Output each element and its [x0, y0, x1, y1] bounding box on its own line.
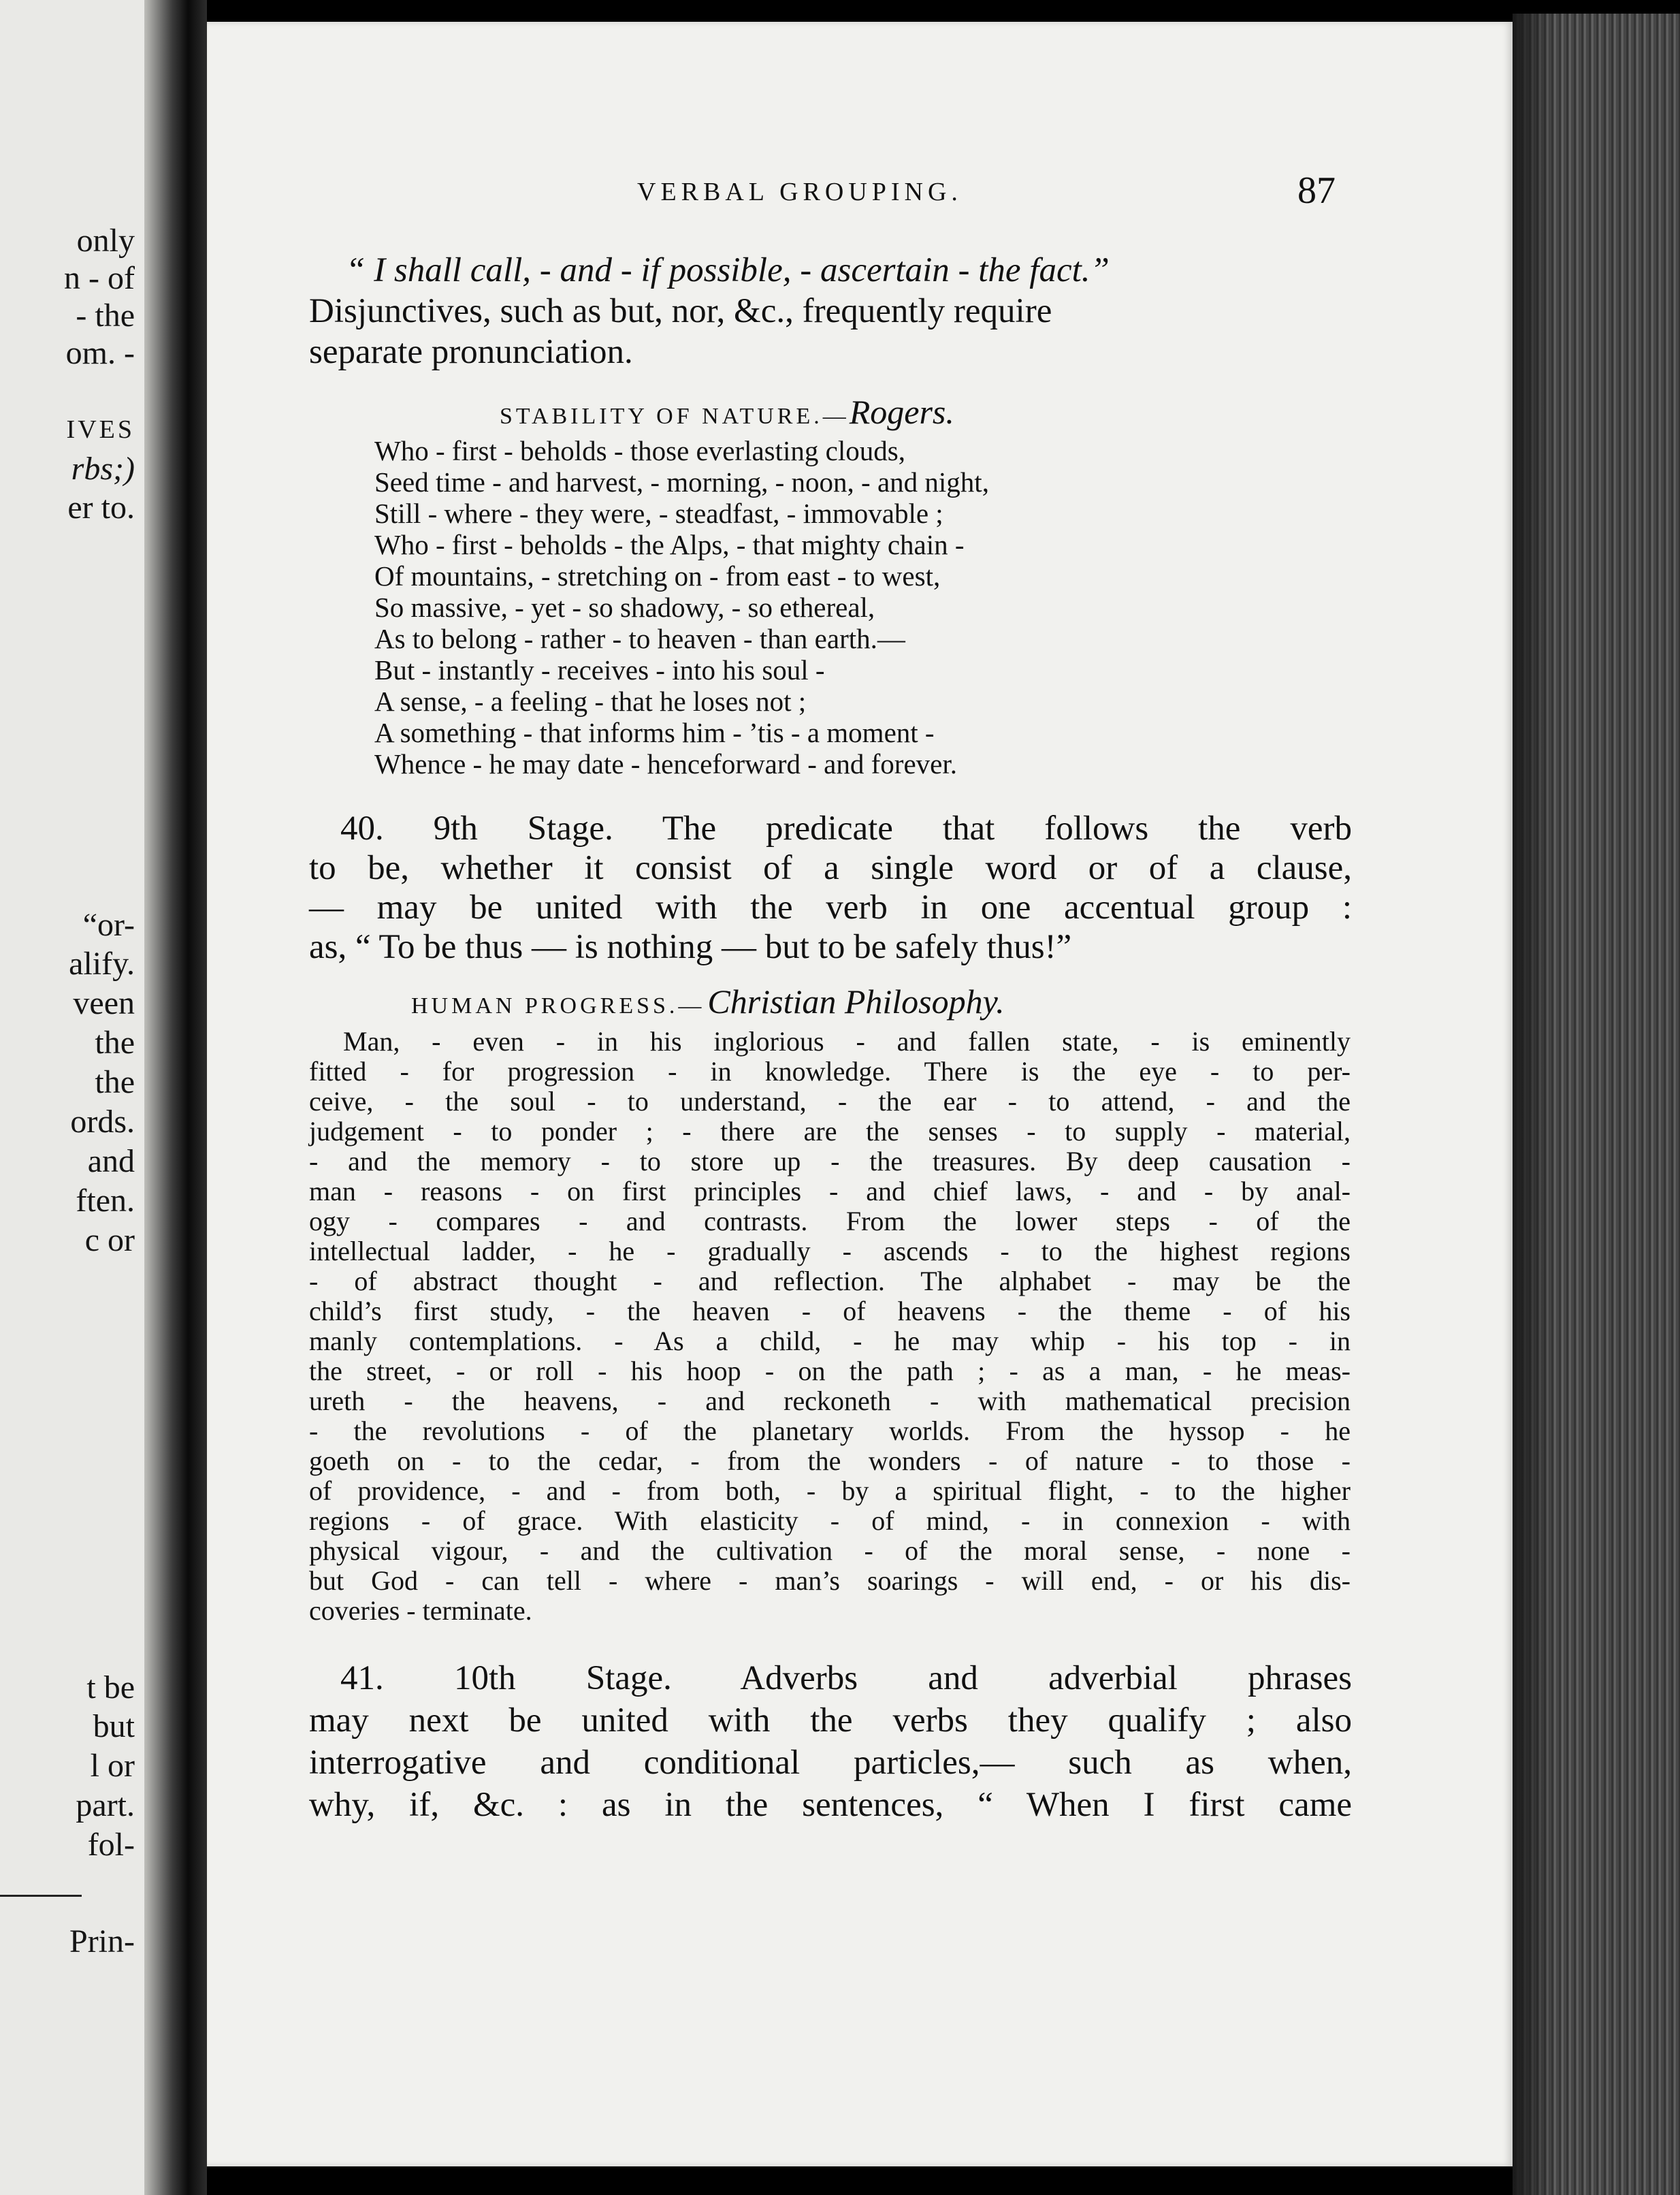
- prose-title: HUMAN PROGRESS.—: [411, 993, 705, 1019]
- left-fragment: - the: [76, 298, 135, 334]
- poem-title: STABILITY OF NATURE.—: [500, 404, 850, 429]
- left-fragment: rbs;): [71, 451, 135, 487]
- left-fragment: er to.: [67, 490, 135, 526]
- poem-line: A something - that informs him - ’tis - a moment -: [374, 717, 935, 748]
- prose-line: of providence, - and - from both, - by a spiritual flight, - to the higher: [309, 1475, 1351, 1506]
- poem-line: Who - first - beholds - those everlasting clouds,: [374, 435, 905, 466]
- running-title: VERBAL GROUPING.: [637, 178, 963, 206]
- left-fragment: veen: [73, 985, 135, 1021]
- left-fragment: IVES: [66, 415, 135, 444]
- prose-line: judgement - to ponder ; - there are the senses - to supply - material,: [309, 1116, 1351, 1147]
- prose-line: ogy - compares - and contrasts. From the lower steps - of the: [309, 1206, 1351, 1236]
- page-header: [207, 170, 1513, 218]
- poem-author: Rogers.: [849, 393, 954, 431]
- poem-line: But - instantly - receives - into his soul -: [374, 654, 825, 686]
- footnote-rule: [0, 1895, 82, 1897]
- left-fragment: the: [95, 1064, 135, 1100]
- poem-line: Seed time - and harvest, - morning, - noon, - and night,: [374, 466, 989, 498]
- book-page: [207, 22, 1513, 2166]
- left-fragment: ften.: [76, 1183, 135, 1219]
- left-fragment: om. -: [65, 335, 135, 371]
- left-fragment: and: [87, 1143, 135, 1179]
- left-fragment: alify.: [69, 946, 135, 982]
- left-fragment: Prin-: [69, 1923, 135, 1959]
- left-fragment: the: [95, 1025, 135, 1061]
- prose-line: but God - can tell - where - man’s soarings - will end, - or his dis-: [309, 1565, 1351, 1596]
- body-line: Disjunctives, such as but, nor, &c., frequently require: [309, 292, 1052, 330]
- prose-line: - of abstract thought - and reflection. The alphabet - may be the: [309, 1266, 1351, 1296]
- poem-line: Whence - he may date - henceforward - and forever.: [374, 748, 957, 780]
- prose-line: coveries - terminate.: [309, 1595, 532, 1626]
- prose-line: intellectual ladder, - he - gradually - ascends - to the highest regions: [309, 1236, 1351, 1266]
- left-fragment: only: [76, 223, 135, 259]
- left-fragment: n - of: [64, 260, 135, 296]
- page-stack-edge: [1513, 14, 1680, 2195]
- section-line: 41. 10th Stage. Adverbs and adverbial phrases: [340, 1659, 1352, 1697]
- section-line: why, if, &c. : as in the sentences, “ When I first came: [309, 1786, 1352, 1824]
- poem-line: A sense, - a feeling - that he loses not ;: [374, 686, 807, 717]
- prose-line: ceive, - the soul - to understand, - the ear - to attend, - and the: [309, 1086, 1351, 1117]
- prose-line: fitted - for progression - in knowledge. There is the eye - to per-: [309, 1056, 1351, 1087]
- left-fragment: t be: [86, 1669, 135, 1705]
- previous-page-edge: [0, 0, 144, 2195]
- prose-line: ureth - the heavens, - and reckoneth - with mathematical precision: [309, 1385, 1351, 1416]
- prose-line: goeth on - to the cedar, - from the wonders - of nature - to those -: [309, 1445, 1351, 1476]
- left-fragment: part.: [76, 1787, 135, 1823]
- poem-line: Of mountains, - stretching on - from east - to west,: [374, 560, 941, 592]
- poem-line: Who - first - beholds - the Alps, - that mighty chain -: [374, 529, 965, 560]
- section-line: to be, whether it consist of a single word or of a clause,: [309, 849, 1352, 887]
- section-line: interrogative and conditional particles,— such as when,: [309, 1744, 1352, 1782]
- poem-line: As to belong - rather - to heaven - than earth.—: [374, 623, 905, 654]
- poem-line: So massive, - yet - so shadowy, - so ethereal,: [374, 592, 875, 623]
- section-line: 40. 9th Stage. The predicate that follows the verb: [340, 810, 1352, 848]
- book-gutter: [144, 0, 207, 2195]
- section-line: — may be united with the verb in one accentual group :: [309, 888, 1352, 927]
- prose-author: Christian Philosophy.: [707, 982, 1005, 1021]
- prose-line: the street, - or roll - his hoop - on the path ; - as a man, - he meas-: [309, 1356, 1351, 1386]
- prose-line: Man, - even - in his inglorious - and fallen state, - is eminently: [343, 1026, 1351, 1057]
- prose-line: man - reasons - on first principles - and chief laws, - and - by anal-: [309, 1176, 1351, 1206]
- prose-line: physical vigour, - and the cultivation - of the moral sense, - none -: [309, 1535, 1351, 1566]
- prose-line: manly contemplations. - As a child, - he may whip - his top - in: [309, 1326, 1351, 1356]
- prose-line: child’s first study, - the heaven - of heavens - the theme - of his: [309, 1296, 1351, 1326]
- prose-heading: [411, 984, 1005, 1019]
- prose-line: - the revolutions - of the planetary worlds. From the hyssop - he: [309, 1415, 1351, 1446]
- prose-line: - and the memory - to store up - the treasures. By deep causation -: [309, 1146, 1351, 1176]
- left-fragment: fol-: [87, 1827, 135, 1863]
- quote-line: “ I shall call, - and - if possible, - ascertain - the fact.”: [346, 251, 1110, 289]
- poem-line: Still - where - they were, - steadfast, - immovable ;: [374, 498, 943, 529]
- page-number: 87: [1297, 170, 1336, 212]
- left-fragment: l or: [90, 1748, 135, 1784]
- left-fragment: but: [93, 1708, 135, 1744]
- section-line: as, “ To be thus — is nothing — but to be safely thus!”: [309, 928, 1072, 966]
- left-fragment: ords.: [70, 1104, 135, 1140]
- left-fragment: c or: [84, 1222, 135, 1258]
- left-fragment: “or-: [82, 907, 135, 943]
- section-line: may next be united with the verbs they qualify ; also: [309, 1701, 1352, 1740]
- body-line: separate pronunciation.: [309, 333, 633, 371]
- prose-line: regions - of grace. With elasticity - of mind, - in connexion - with: [309, 1505, 1351, 1536]
- poem-heading: [500, 395, 954, 429]
